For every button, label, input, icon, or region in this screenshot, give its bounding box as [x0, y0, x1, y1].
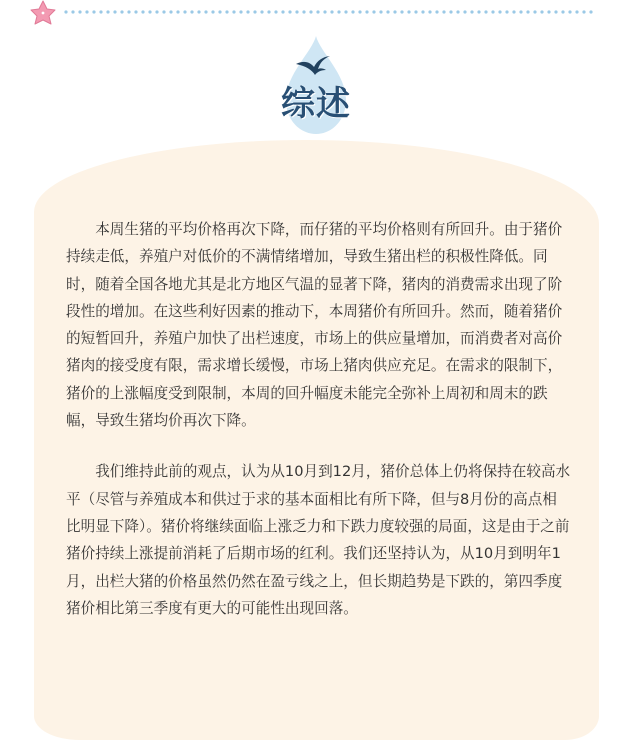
dot: [113, 10, 116, 13]
heading-badge: [260, 30, 372, 140]
dot: [162, 10, 165, 13]
dot: [295, 10, 298, 13]
dotted-line: [64, 10, 592, 13]
dot: [232, 10, 235, 13]
dot: [106, 10, 109, 13]
dot: [274, 10, 277, 13]
dot: [393, 10, 396, 13]
dot: [589, 10, 592, 13]
dot: [372, 10, 375, 13]
dot: [463, 10, 466, 13]
dot: [225, 10, 228, 13]
dot: [561, 10, 564, 13]
dot: [323, 10, 326, 13]
dot: [288, 10, 291, 13]
dot: [127, 10, 130, 13]
dot: [246, 10, 249, 13]
dot: [169, 10, 172, 13]
dot: [582, 10, 585, 13]
dot: [491, 10, 494, 13]
dot: [386, 10, 389, 13]
dot: [92, 10, 95, 13]
dot: [442, 10, 445, 13]
dot: [344, 10, 347, 13]
dot: [337, 10, 340, 13]
dot: [78, 10, 81, 13]
dot: [330, 10, 333, 13]
dot: [554, 10, 557, 13]
dot: [526, 10, 529, 13]
dot: [547, 10, 550, 13]
dot: [141, 10, 144, 13]
dot: [253, 10, 256, 13]
dot: [568, 10, 571, 13]
dot: [435, 10, 438, 13]
dot: [351, 10, 354, 13]
dot: [533, 10, 536, 13]
dot: [267, 10, 270, 13]
dot: [365, 10, 368, 13]
top-decoration: [0, 0, 631, 30]
dot: [190, 10, 193, 13]
dot: [316, 10, 319, 13]
dot: [449, 10, 452, 13]
dot: [155, 10, 158, 13]
dot: [428, 10, 431, 13]
dot: [204, 10, 207, 13]
dot: [302, 10, 305, 13]
dot: [183, 10, 186, 13]
dot: [64, 10, 67, 13]
dot: [358, 10, 361, 13]
dot: [519, 10, 522, 13]
dot: [239, 10, 242, 13]
dot: [400, 10, 403, 13]
dot: [456, 10, 459, 13]
dot: [71, 10, 74, 13]
dot: [134, 10, 137, 13]
dot: [197, 10, 200, 13]
dot: [470, 10, 473, 13]
dot: [281, 10, 284, 13]
dot: [477, 10, 480, 13]
article-body: [66, 216, 571, 622]
dot: [498, 10, 501, 13]
dot: [575, 10, 578, 13]
dot: [176, 10, 179, 13]
dot: [505, 10, 508, 13]
dot: [148, 10, 151, 13]
dot: [414, 10, 417, 13]
dot: [99, 10, 102, 13]
dot: [407, 10, 410, 13]
dot: [540, 10, 543, 13]
dot: [211, 10, 214, 13]
page-title: 综述: [281, 84, 351, 124]
dot: [218, 10, 221, 13]
paragraph-outlook: 我们维持此前的观点，认为从10月到12月，猪价总体上仍将保持在较高水平（尽管与养殖成本和供过于求的基本面相比有所下降，但与8月份的高点相比明显下降）。猪价将继续面临上涨乏力和下跌力度较强的局面，这是由于之前猪价持续上涨提前消耗了后期市场的红利。我们还坚持认为，从10月到明年1月，出栏大猪的价格虽然仍然在盈亏线之上，但长期趋势是下跌的，第四季度猪价相比第三季度有更大的可能性出现回落。: [66, 463, 571, 617]
dot: [85, 10, 88, 13]
paragraph-summary: 本周生猪的平均价格再次下降，而仔猪的平均价格则有所回升。由于猪价持续走低，养殖户对低价的不满情绪增加，导致生猪出栏的积极性降低。同时，随着全国各地尤其是北方地区气温的显著下降，猪肉的消费需求出现了阶段性的增加。在这些利好因素的推动下，本周猪价有所回升。然而，随着猪价的短暂回升，养殖户加快了出栏速度，市场上的供应量增加，而消费者对高价猪肉的接受度有限，需求增长缓慢，市场上猪肉供应充足。在需求的限制下，猪价的上涨幅度受到限制，本周的回升幅度未能完全弥补上周初和周末的跌幅，导致生猪均价再次下降。: [66, 221, 563, 430]
dot: [120, 10, 123, 13]
dot: [512, 10, 515, 13]
dot: [484, 10, 487, 13]
dot: [379, 10, 382, 13]
dot: [309, 10, 312, 13]
dot: [421, 10, 424, 13]
star-icon: [31, 1, 55, 24]
dot: [260, 10, 263, 13]
